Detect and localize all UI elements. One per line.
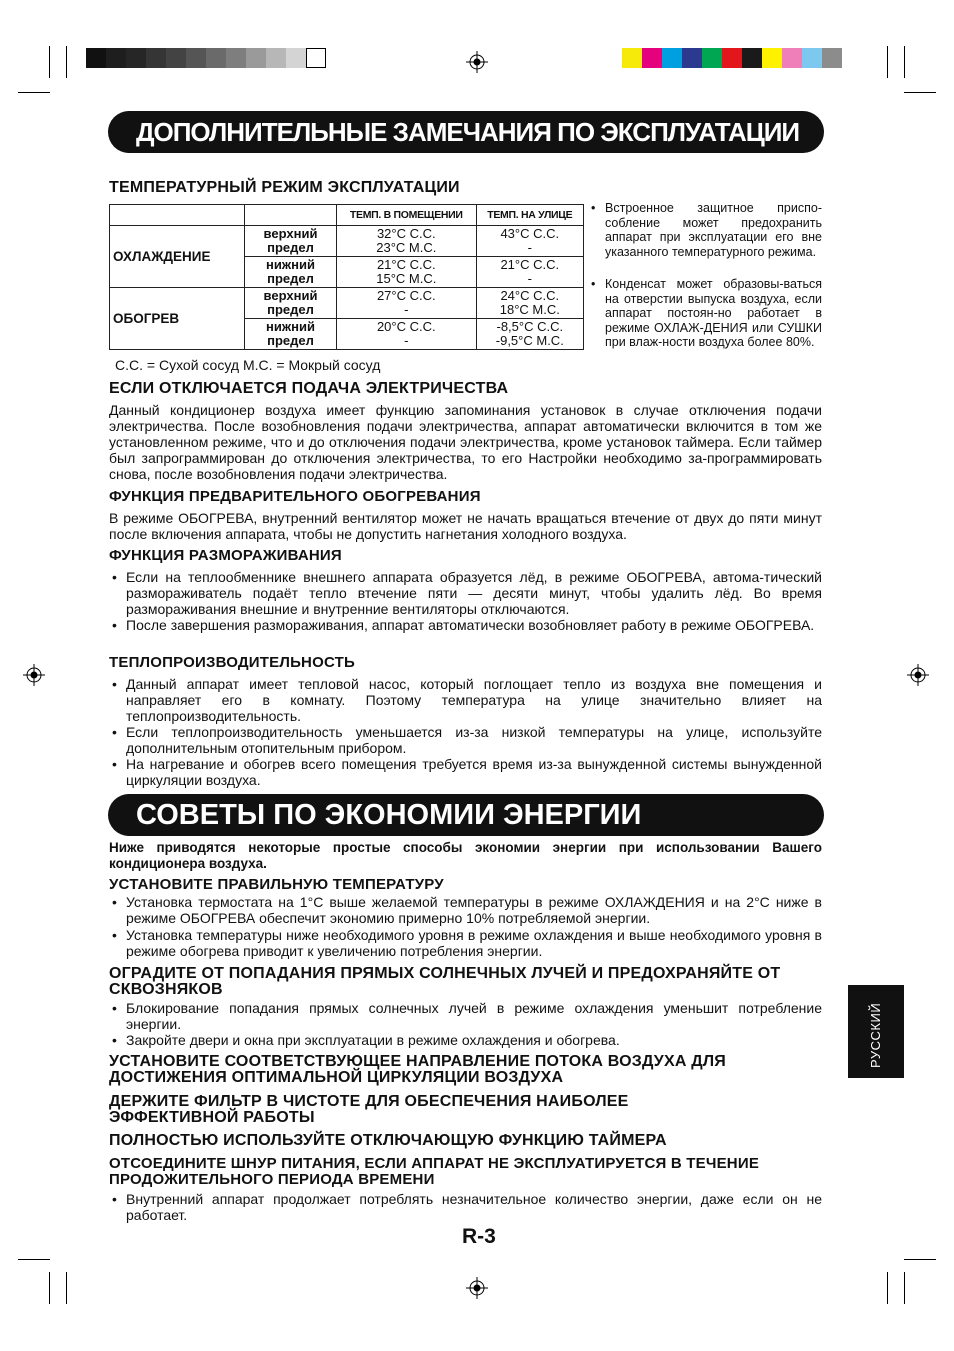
table-cell: 43°C С.С. - — [476, 226, 583, 257]
unplug-heading: ОТСОЕДИНИТЕ ШНУР ПИТАНИЯ, ЕСЛИ АППАРАТ НЕ ЭКСПЛУАТИРУЕТСЯ В ТЕЧЕНИЕ ПРОДОЖИТЕЛЬНОГО ПЕРИОДА ВРЕМЕНИ — [109, 1155, 760, 1188]
col-indoor-header: ТЕМП. В ПОМЕЩЕНИИ — [337, 205, 477, 226]
color-swatch — [662, 48, 682, 68]
color-swatch — [722, 48, 742, 68]
side-note: • Встроенное защитное приспо-собление может предохранить аппарат при эксплуатации его вне указанного температурного режима. — [590, 201, 822, 259]
color-swatch — [226, 48, 246, 68]
color-swatch — [762, 48, 782, 68]
color-swatch — [146, 48, 166, 68]
upper-limit-label: верхний предел — [245, 226, 337, 257]
color-swatch — [266, 48, 286, 68]
list-item: • Внутренний аппарат продолжает потреблять незначительное количество энергии, даже если он не работает. — [109, 1191, 822, 1223]
list-item: • На нагревание и обогрев всего помещения требуется время из-за вынужденной системы вынужденной циркуляции воздуха. — [109, 756, 822, 788]
defrost-heading: ФУНКЦИЯ РАЗМОРАЖИВАНИЯ — [109, 547, 342, 564]
power-failure-text: Данный кондиционер воздуха имеет функцию запоминания установок в случае отключения подачи электричества. После возобновления подачи электричества, аппарат автоматически включится в том же установленном режиме, что и до отключения подачи электричества, кроме установок таймера. Если таймер был запрограммирован до отключения электричества, то его Настройки необходимо за-программировать снова, после возобновления подачи электричества. — [109, 402, 822, 482]
upper-limit-label: верхний предел — [245, 288, 337, 319]
color-swatch — [742, 48, 762, 68]
registration-mark-icon — [466, 1277, 488, 1299]
color-swatch — [166, 48, 186, 68]
registration-mark-icon — [466, 51, 488, 73]
section-banner-operation-notes — [108, 111, 824, 153]
color-swatch — [306, 48, 326, 68]
color-swatch — [802, 48, 822, 68]
lower-limit-label: нижний предел — [245, 257, 337, 288]
table-cell: 20°C С.С. - — [337, 319, 477, 350]
side-note: • Конденсат может образовы-ваться на отверстии выпуска воздуха, если аппарат постоян-но работает в режиме ОХЛАЖ-ДЕНИЯ или СУШКИ при влаж-ности воздуха более 80%. — [590, 277, 822, 350]
lower-limit-label: нижний предел — [245, 319, 337, 350]
table-cell: -8,5°C С.С. -9,5°C М.С. — [476, 319, 583, 350]
list-item: • Если теплопроизводительность уменьшается из-за низкой температуры на улице, используйте дополнительным отопительным прибором. — [109, 724, 822, 756]
color-swatch — [622, 48, 642, 68]
section-title: ДОПОЛНИТЕЛЬНЫЕ ЗАМЕЧАНИЯ ПО ЭКСПЛУАТАЦИИ — [136, 116, 800, 147]
section-banner-energy-tips — [108, 794, 824, 836]
language-tab — [848, 985, 904, 1078]
list-item: • Блокирование попадания прямых солнечных лучей в режиме охлаждения уменьшит потребление энергии. — [109, 1000, 822, 1032]
list-item: • Данный аппарат имеет тепловой насос, который поглощает тепло из воздуха вне помещения и направляет его в комнату. Поэтому температура на улице значительно влияет на теплопроизводительность. — [109, 676, 822, 724]
heating-capacity-heading: ТЕПЛОПРОИЗВОДИТЕЛЬНОСТЬ — [109, 654, 355, 671]
col-outdoor-header: ТЕМП. НА УЛИЦЕ — [476, 205, 583, 226]
process-color-bar — [622, 48, 842, 68]
gray-color-bar — [86, 48, 326, 68]
color-swatch — [702, 48, 722, 68]
table-cell: 32°C С.С. 23°C М.С. — [337, 226, 477, 257]
color-swatch — [822, 48, 842, 68]
table-cell: 24°C С.С. 18°C М.С. — [476, 288, 583, 319]
color-swatch — [642, 48, 662, 68]
list-item: • Закройте двери и окна при эксплуатации в режиме охлаждения и обогрева. — [109, 1032, 822, 1048]
preheat-heading: ФУНКЦИЯ ПРЕДВАРИТЕЛЬНОГО ОБОГРЕВАНИЯ — [109, 488, 481, 505]
section-title: СОВЕТЫ ПО ЭКОНОМИИ ЭНЕРГИИ — [136, 798, 642, 831]
color-swatch — [186, 48, 206, 68]
color-swatch — [782, 48, 802, 68]
registration-mark-icon — [907, 664, 929, 686]
set-temp-heading: УСТАНОВИТЕ ПРАВИЛЬНУЮ ТЕМПЕРАТУРУ — [109, 876, 444, 893]
temp-range-heading: ТЕМПЕРАТУРНЫЙ РЕЖИМ ЭКСПЛУАТАЦИИ — [109, 179, 460, 196]
airflow-heading: УСТАНОВИТЕ СООТВЕТСТВУЮЩЕЕ НАПРАВЛЕНИЕ ПОТОКА ВОЗДУХА ДЛЯ ДОСТИЖЕНИЯ ОПТИМАЛЬНОЙ ЦИРКУЛЯЦИИ ВОЗДУХА — [109, 1053, 726, 1086]
table-legend: С.С. = Сухой сосуд М.С. = Мокрый сосуд — [115, 357, 381, 373]
color-swatch — [682, 48, 702, 68]
language-tab-label: РУССКИЙ — [868, 1002, 883, 1068]
registration-mark-icon — [23, 664, 45, 686]
row-heating: ОБОГРЕВ — [110, 288, 245, 350]
list-item: • После завершения размораживания, аппарат автоматически возобновляет работу в режиме ОБОГРЕВА. — [109, 617, 822, 633]
color-swatch — [86, 48, 106, 68]
page-number: R-3 — [462, 1225, 496, 1248]
color-swatch — [206, 48, 226, 68]
power-failure-heading: ЕСЛИ ОТКЛЮЧАЕТСЯ ПОДАЧА ЭЛЕКТРИЧЕСТВА — [109, 380, 509, 397]
preheat-text: В режиме ОБОГРЕВА, внутренний вентилятор может не начать вращаться втечение от двух до пяти минут после включения аппарата, чтобы не допустить нагнетания холодного воздуха. — [109, 510, 822, 542]
list-item: • Установка температуры ниже необходимого уровня в режиме охлаждения и выше необходимого уровня в режиме обогрева приводит к увеличению потребления энергии. — [109, 927, 822, 959]
filter-heading: ДЕРЖИТЕ ФИЛЬТР В ЧИСТОТЕ ДЛЯ ОБЕСПЕЧЕНИЯ НАИБОЛЕЕ ЭФФЕКТИВНОЙ РАБОТЫ — [109, 1093, 629, 1126]
table-cell: 21°C С.С. 15°C М.С. — [337, 257, 477, 288]
timer-heading: ПОЛНОСТЬЮ ИСПОЛЬЗУЙТЕ ОТКЛЮЧАЮЩУЮ ФУНКЦИЮ ТАЙМЕРА — [109, 1132, 667, 1149]
row-cooling: ОХЛАЖДЕНИЕ — [110, 226, 245, 288]
color-swatch — [106, 48, 126, 68]
sunlight-heading: ОГРАДИТЕ ОТ ПОПАДАНИЯ ПРЯМЫХ СОЛНЕЧНЫХ ЛУЧЕЙ И ПРЕДОХРАНЯЙТЕ ОТ СКВОЗНЯКОВ — [109, 965, 781, 998]
temperature-range-table — [109, 204, 584, 350]
color-swatch — [246, 48, 266, 68]
table-cell: 21°C С.С. - — [476, 257, 583, 288]
list-item: • Установка термостата на 1°C выше желаемой температуры в режиме ОХЛАЖДЕНИЯ и на 2°C ниже в режиме ОБОГРЕВА обеспечит экономию примерно 10% потребляемой энергии. — [109, 894, 822, 926]
color-swatch — [126, 48, 146, 68]
table-cell: 27°C С.С. - — [337, 288, 477, 319]
energy-intro: Ниже приводятся некоторые простые способы экономии энергии при использовании Вашего кондиционера воздуха. — [109, 840, 822, 871]
color-swatch — [286, 48, 306, 68]
list-item: • Если на теплообменнике внешнего аппарата образуется лёд, в режиме ОБОГРЕВА, автома-тический размораживатель подаёт тепло втечение пяти — десяти минут, чтобы удалить лёд. Во время размораживания внешние и внутренние вентиляторы отключаются. — [109, 569, 822, 617]
